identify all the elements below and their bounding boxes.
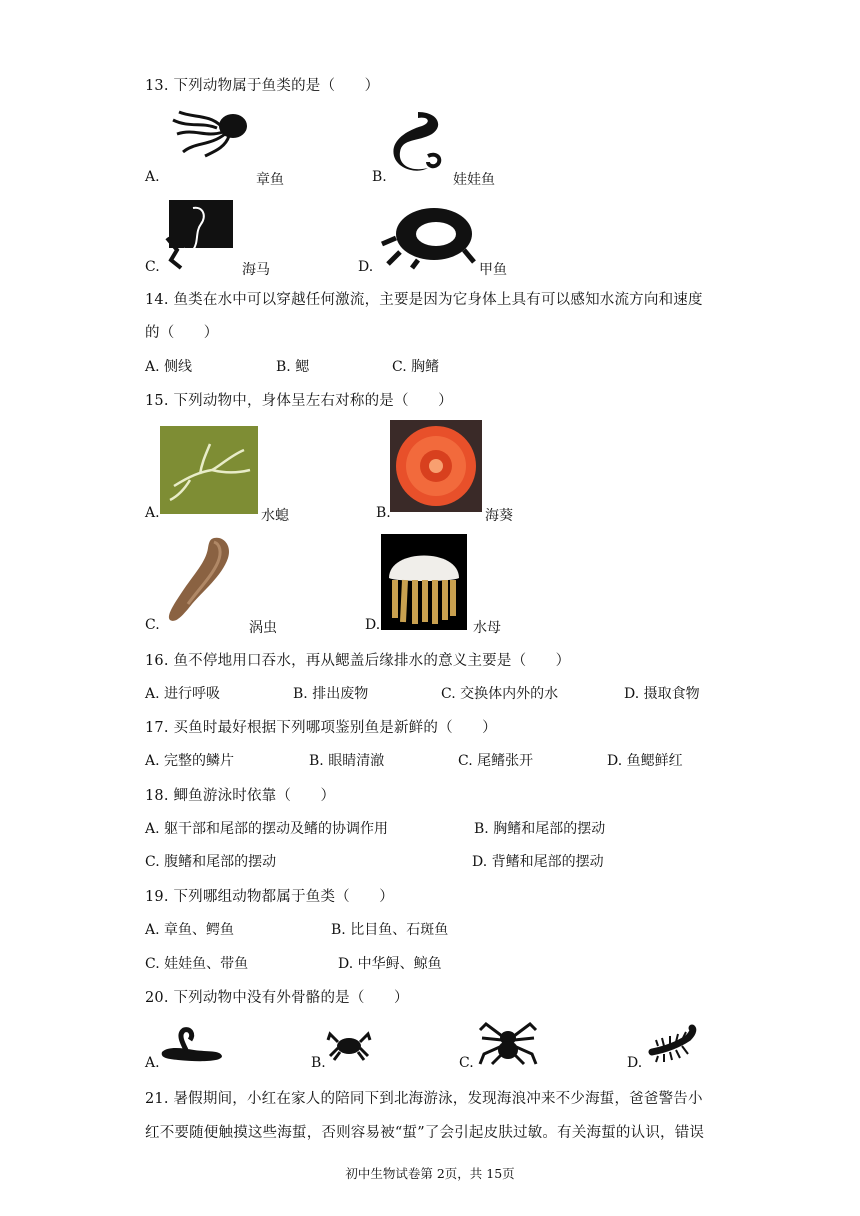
option-19b: B. 比目鱼、石斑鱼 [331,922,449,938]
option-18c: C. 腹鳍和尾部的摆动 [145,854,277,870]
option-15a-name: 水螅 [261,508,289,524]
option-14a: A. 侧线 [145,359,193,375]
centipede-image [646,1024,700,1064]
option-16c: C. 交换体内外的水 [441,686,559,702]
question-15-text: 15. 下列动物中，身体呈左右对称的是（ ） [145,393,453,409]
option-13c-letter: C. [145,259,160,275]
planarian-image [162,532,246,632]
slug-image [158,1026,224,1064]
option-13b-name: 娃娃鱼 [453,172,495,188]
question-18-text: 18. 鲫鱼游泳时依靠（ ） [145,788,336,804]
option-19c: C. 娃娃鱼、带鱼 [145,956,249,972]
option-13d-letter: D. [358,259,374,275]
hydra-image [160,426,258,514]
option-20b-letter: B. [311,1055,326,1071]
option-19a: A. 章鱼、鳄鱼 [145,922,235,938]
option-16b: B. 排出废物 [293,686,369,702]
question-14-line2: 的（ ） [145,325,219,341]
option-20a-letter: A. [145,1055,160,1071]
softshell-turtle-image [378,202,478,270]
option-13b-letter: B. [372,169,387,185]
option-20d-letter: D. [627,1055,643,1071]
option-17c: C. 尾鳍张开 [458,753,534,769]
option-16d: D. 摄取食物 [624,686,700,702]
question-17-text: 17. 买鱼时最好根据下列哪项鉴别鱼是新鲜的（ ） [145,720,497,736]
option-15c-name: 涡虫 [249,620,277,636]
option-14c: C. 胸鳍 [392,359,440,375]
option-19d: D. 中华鲟、鲸鱼 [338,956,442,972]
question-16-text: 16. 鱼不停地用口吞水，再从鳃盖后缘排水的意义主要是（ ） [145,653,571,669]
option-15b-name: 海葵 [485,508,513,524]
jellyfish-image [381,534,467,630]
option-15b-letter: B. [376,505,391,521]
option-13a-letter: A. [145,169,160,185]
option-13c-name: 海马 [242,262,270,278]
question-14-line1: 14. 鱼类在水中可以穿越任何激流，主要是因为它身体上具有可以感知水流方向和速度 [145,292,703,308]
option-13a-name: 章鱼 [256,172,284,188]
option-17a: A. 完整的鳞片 [145,753,235,769]
octopus-image [165,108,257,158]
question-20-text: 20. 下列动物中没有外骨骼的是（ ） [145,990,409,1006]
sea-anemone-image [390,420,482,512]
option-13d-name: 甲鱼 [479,262,507,278]
question-21-line2: 红不要随便触摸这些海蜇，否则容易被“蜇”了会引起皮肤过敏。有关海蜇的认识，错误 [145,1125,705,1141]
option-15c-letter: C. [145,617,160,633]
question-19-text: 19. 下列哪组动物都属于鱼类（ ） [145,889,394,905]
option-18b: B. 胸鳍和尾部的摆动 [474,821,606,837]
option-15d-name: 水母 [473,620,501,636]
seahorse-image [163,198,235,272]
crab-image [326,1028,372,1064]
option-16a: A. 进行呼吸 [145,686,221,702]
option-18d: D. 背鳍和尾部的摆动 [472,854,604,870]
option-20c-letter: C. [459,1055,474,1071]
option-15a-letter: A. [145,505,160,521]
option-17b: B. 眼睛清澈 [309,753,385,769]
option-14b: B. 鳃 [276,359,310,375]
option-18a: A. 躯干部和尾部的摆动及鳍的协调作用 [145,821,389,837]
option-15d-letter: D. [365,617,381,633]
question-21-line1: 21. 暑假期间，小红在家人的陪同下到北海游泳，发现海浪冲来不少海蜇，爸爸警告小 [145,1091,703,1107]
question-13-text: 13. 下列动物属于鱼类的是（ ） [145,78,380,94]
giant-salamander-image [388,108,450,178]
page-footer: 初中生物试卷第 2页，共 15页 [345,1166,515,1181]
option-17d: D. 鱼鳃鲜红 [607,753,683,769]
spider-image [478,1020,538,1066]
